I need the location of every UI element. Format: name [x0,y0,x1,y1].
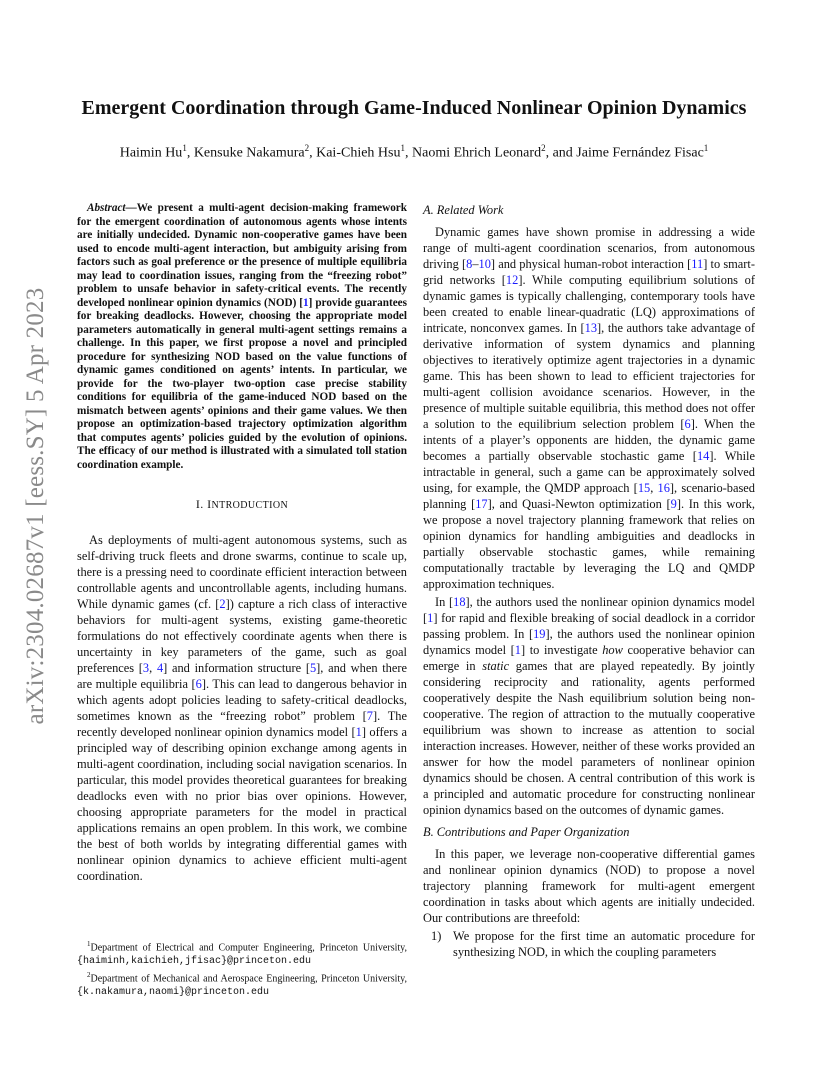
affiliation-mark: 1 [703,143,709,153]
footnotes [77,938,407,1001]
list-item-text: We propose for the first time an automatic procedure for synthesizing NOD, in which the coupling parameters [453,929,755,959]
citation-link[interactable]: 2 [219,597,226,611]
footnote-mark: 1 [87,940,91,948]
abstract: Abstract—We present a multi-agent decision-making framework for the emergent coordination of autonomous agents whose intents are initially undecided. Dynamic non-cooperative games have been used to encode multi-agent interaction, but ambiguity arising from factors such as goal preference or the presence of multiple equilibria may lead to coordination issues, ranging from the “freezing robot” problem to unsafe behavior in safety-critical events. The recently developed nonlinear opinion dynamics (NOD) [1] provide guarantees for breaking deadlocks. However, choosing the appropriate model parameters automatically in general multi-agent settings remains a challenge. In this paper, we first propose a novel and principled procedure for synthesizing NOD based on the value functions of dynamic games conditioned on agents’ intents. In particular, we provide for the two-player two-option case precise stability conditions for equilibria of the game-induced NOD based on the mismatch between agents’ opinions and their game values. We then propose an optimization-based trajectory optimization algorithm that computes agents’ policies guided by the evolution of opinions. The efficacy of our method is illustrated with a simulated toll station coordination example. [77,202,407,471]
citation-link[interactable]: 5 [309,661,317,675]
citation-link[interactable]: 14 [696,449,710,463]
citation-link[interactable]: 1 [355,725,362,739]
citation-link[interactable]: 18 [453,595,466,609]
author-list: Haimin Hu$^1$, Kensuke Nakamura$^2$, Kai-Chieh Hsu$^1$, Naomi Ehrich Leonard$^2$, and Jaime Fernández Fisac$^1$ [119,143,709,161]
affiliation-mark: 2 [541,143,546,153]
paper-title: Emergent Coordination through Game-Induced Nonlinear Opinion Dynamics [81,97,747,119]
intro-paragraph: As deployments of multi-agent autonomous systems, such as self-driving truck fleets and drone swarms, continue to scale up, there is a pressing need to coordinate efficient interaction between controllable agents and uncontrollable agents, including humans. While dynamic games (cf. [2]) capture a rich class of interactive behaviors for multi-agent systems, existing game-theoretic formulations do not effectively coordinate agents when there is uncertainty in key parameters of the game, such as goal preferences [3, 4] and information structure [5], and when there are multiple equilibria [6]. This can lead to dangerous behavior in which agents adopt policies leading to safety-critical deadlocks, sometimes known as the “freezing robot” problem [7]. The recently developed nonlinear opinion dynamics model [1] offers a principled way of describing opinion exchange among agents in multi-agent coordination, including social navigation scenarios. In particular, this model provides theoretical guarantees for breaking deadlocks even with no prior bias over opinions. However, choosing appropriate parameters for the model in practical applications remains an open problem. In this work, we combine the best of both worlds by integrating differential games with nonlinear opinion dynamics to achieve efficient multi-agent coordination. [77,533,407,883]
citation-link[interactable]: 3 [142,661,150,675]
abstract-label: Abstract [87,202,126,214]
citation-link[interactable]: 1 [303,296,309,309]
subsection-heading-contributions: B. Contributions and Paper Organization [423,825,630,839]
citation-link[interactable]: 1 [427,611,434,625]
section-heading-introduction [77,496,407,514]
author-name: Haimin Hu [119,145,183,161]
affiliation-mark: 1 [400,143,405,153]
footnote-email: {k.nakamura,naomi}@princeton.edu [77,987,270,999]
related-work-paragraph-2: In [18], the authors used the nonlinear opinion dynamics model [1] for rapid and flexible breaking of social deadlock in a corridor passing problem. In [19], the authors used the nonlinear opinion dynamics model [1] to investigate how cooperative behavior can emerge in static games that are played repeatedly. By jointly considering reciprocity and rationality, agents performed cooperatively despite the Nash equilibrium solution being non-cooperative. The region of attraction to the mutually cooperative equilibrium was shown to increase as attention to social interaction increases. However, neither of these works provided an answer for how the model parameters of nonlinear opinion dynamics should be chosen. A central contribution of this work is a principled and automatic procedure for constructing nonlinear opinion dynamics based on the outcomes of dynamic games. [423,595,755,817]
citation-link[interactable]: 4 [156,661,164,675]
arxiv-identifier [14,284,58,728]
author-name: Naomi Ehrich Leonard [412,145,542,161]
footnote: $^2$Department of Mechanical and Aerospace Engineering, Princeton University, {k.nakamura,naomi}@princeton.edu [77,971,407,999]
list-item [423,928,755,960]
citation-link[interactable]: 8 [466,257,473,271]
citation-link[interactable]: 17 [475,497,488,511]
section-number: I. [195,497,204,511]
section-title-rest: NTRODUCTION [211,500,289,511]
arxiv-id-text: arXiv:2304.02687v1 [eess.SY] 5 Apr 2023 [22,287,49,725]
citation-link[interactable]: 13 [584,321,598,335]
footnote-mark: 2 [87,971,91,980]
footnote-email: {haiminh,kaichieh,jfisac}@princeton.edu [77,955,312,967]
citation-link[interactable]: 16 [657,481,670,495]
contributions-list [423,928,755,960]
citation-link[interactable]: 19 [533,627,546,641]
affiliation-mark: 1 [182,143,187,153]
citation-link[interactable]: 1 [514,643,521,657]
author-name: Kai-Chieh Hsu [316,145,401,161]
footnote: $^1$Department of Electrical and Computer Engineering, Princeton University, {haiminh,kaichieh,jfisac}@princeton.edu [77,940,407,967]
affiliation-mark: 2 [304,143,310,153]
citation-link[interactable]: 15 [637,481,651,495]
contributions-paragraph: In this paper, we leverage non-cooperative differential games and nonlinear opinion dynamics (NOD) to propose a novel trajectory planning framework for multi-agent emergent coordination in tasks about which agents are initially undecided. Our contributions are threefold: [423,847,755,925]
subsection-heading-related-work: A. Related Work [423,203,504,217]
author-name: Jaime Fernández Fisac [576,145,704,161]
section-title-initial: I [207,497,212,511]
author-name: Kensuke Nakamura [193,145,305,161]
left-column [77,202,407,886]
citation-link[interactable]: 11 [691,257,704,271]
citation-link[interactable]: 7 [366,709,373,723]
citation-link[interactable]: 6 [684,417,691,431]
citation-link[interactable]: 9 [670,497,677,511]
citation-link[interactable]: 12 [505,273,519,287]
citation-link[interactable]: 10 [478,257,491,271]
right-column [423,202,755,960]
list-item-number: 1) [431,929,442,943]
citation-link[interactable]: 6 [195,677,202,691]
related-work-paragraph-1: Dynamic games have shown promise in addressing a wide range of multi-agent coordination scenarios, from autonomous driving [8–10] and physical human-robot interaction [11] to smart-grid networks [12]. While computing equilibrium solutions of dynamic games is typically challenging, contemporary tools have been created to enable linear-quadratic (LQ) approximations of intricate, nonconvex games. In [13], the authors take advantage of derivative information of system dynamics and planning objectives to iteratively optimize agent trajectories in a dynamic game. This has been shown to lead to efficient trajectories for multi-agent collision avoidance scenarios. However, in the presence of multiple suitable equilibria, this method does not offer a solution to the equilibrium selection problem [6]. When the intents of a player’s opponents are hidden, the dynamic game becomes a partially observable stochastic game [14]. While intractable in general, such a game can be approximately solved using, for example, the QMDP approach [15, 16], scenario-based planning [17], and Quasi-Newton optimization [9]. In this work, we propose a novel trajectory planning framework that relies on opinion dynamics for handling ambiguities and deadlocks in partially observable stochastic games, while remaining computationally tractable by leveraging the LQ and QMDP approximation techniques. [423,225,756,591]
